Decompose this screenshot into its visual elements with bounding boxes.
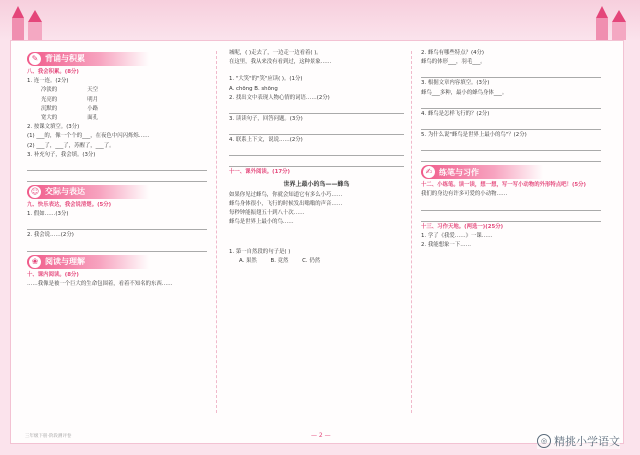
- answer-line[interactable]: [27, 161, 207, 171]
- question-13-1: 1. 学了《我爱……》一课……: [421, 232, 493, 239]
- question-line: 3. 读读句子，回答问题。(3分): [229, 116, 303, 123]
- question-10-heading: 十、课内阅读。(8分): [27, 271, 79, 278]
- answer-line[interactable]: [229, 157, 404, 167]
- section-banner-writing: ✍ 练笔与习作: [421, 165, 543, 179]
- answer-line[interactable]: [421, 212, 601, 222]
- question-8-2b: (2) ___了，___了，苏醒了，___了。: [27, 142, 115, 149]
- match-right-3: 小路: [87, 105, 98, 112]
- question-8-3: 3. 补充句子，我会填。(3分): [27, 151, 96, 158]
- question-11-1: 1. 第一自然段的句子是( ): [229, 248, 291, 255]
- column-divider: [411, 51, 412, 413]
- answer-line[interactable]: [27, 172, 207, 182]
- reading-icon: ❀: [29, 256, 41, 268]
- watermark: ◎ 精挑小学语文: [537, 433, 620, 449]
- page-number: — 2 —: [311, 432, 331, 439]
- match-left-3: 沉默的: [41, 105, 58, 112]
- question-8-heading: 八、我会积累。(8分): [27, 69, 79, 75]
- answer-line[interactable]: [27, 220, 207, 230]
- column-divider: [216, 51, 217, 413]
- article-paragraph: 蜂鸟身体很小，飞行的时候发出嗡嗡的声音……: [229, 201, 343, 208]
- question-line: 蜂鸟___多种，最小的蜂鸟身体___。: [421, 89, 508, 96]
- question-8-2: 2. 按课文填空。(3分): [27, 124, 80, 131]
- question-line: 4. 联系上下文，说说……(2分): [229, 137, 303, 144]
- answer-line[interactable]: [421, 120, 601, 130]
- question-13-2: 2. 我能想象一下……: [421, 242, 471, 249]
- answer-line[interactable]: [421, 68, 601, 78]
- passage-line: 城呢，( )走去了，一边走一边看着( )。: [229, 50, 322, 56]
- question-9-1: 1. 假如……(3分): [27, 211, 69, 218]
- answer-line[interactable]: [421, 141, 601, 151]
- question-line: A. chōng B. shōng: [229, 85, 278, 92]
- article-paragraph: 蜂鸟是世界上最小的鸟……: [229, 219, 294, 226]
- question-8-2a: (1) ___的，像一个个的___，在夜色中闪闪烁烁……: [27, 133, 150, 140]
- passage-line: 在这里，我从来没有看到过，这种景象……: [229, 59, 332, 66]
- question-11-heading: 十一、课外阅读。(17分): [229, 169, 290, 176]
- column-left: [27, 49, 207, 425]
- match-right-2: 明月: [87, 96, 98, 103]
- section-banner-reading: ❀ 阅读与理解: [27, 255, 149, 269]
- option-a[interactable]: A. 果然: [239, 257, 257, 264]
- question-10-text: ……我像是被一个巨大的生命包围着，看着不知名的东西……: [27, 280, 173, 287]
- answer-line[interactable]: [229, 146, 404, 156]
- match-left-1: 冷淡的: [41, 87, 58, 94]
- option-c[interactable]: C. 仍然: [302, 257, 321, 264]
- question-9-2: 2. 我会说……(2分): [27, 232, 74, 239]
- section-banner-recite: ✎ 背诵与积累: [27, 52, 149, 66]
- question-8-1: 1. 连一连。(2分): [27, 78, 69, 85]
- column-right: [421, 49, 601, 425]
- match-right-4: 面孔: [87, 115, 98, 122]
- answer-line[interactable]: [229, 104, 404, 114]
- footer-note: 三年级下册·阶段测评卷: [25, 434, 72, 439]
- column-middle: [229, 49, 404, 425]
- answer-line[interactable]: [229, 125, 404, 135]
- answer-line[interactable]: [421, 99, 601, 109]
- article-title: 世界上最小的鸟——蜂鸟: [283, 180, 350, 188]
- match-left-2: 光亮的: [41, 96, 58, 103]
- section-banner-express: ☺ 交际与表达: [27, 185, 149, 199]
- chat-icon: ☺: [30, 187, 40, 197]
- answer-line[interactable]: [421, 152, 601, 162]
- option-b[interactable]: B. 竟然: [270, 257, 289, 264]
- exam-page: [10, 40, 624, 444]
- question-13-heading: 十三、习作天地。(两选一)(25分): [421, 223, 504, 230]
- question-line: 蜂鸟的体形___，羽毛___。: [421, 59, 486, 66]
- question-line: 2. 找出文中表现人物心情的词语……(2分): [229, 94, 330, 101]
- pencil-icon: ✍: [423, 166, 435, 178]
- question-line: 4. 蜂鸟是怎样飞行的？(2分): [421, 110, 490, 117]
- article-paragraph: 每秒钟能振翅五十到八十次……: [229, 210, 305, 217]
- answer-line[interactable]: [27, 242, 207, 252]
- question-12-text: 我们的身边有许多可爱的小动物……: [421, 191, 508, 198]
- question-line: 1. "大笑"的"笑"应读( )。(1分): [229, 76, 303, 83]
- match-left-4: 宽大的: [41, 115, 58, 122]
- wechat-icon: ◎: [537, 434, 551, 448]
- answer-line[interactable]: [421, 201, 601, 211]
- question-line: 5. 为什么说"蜂鸟是世界上最小的鸟"？(2分): [421, 132, 527, 139]
- castle-left-icon: [4, 4, 64, 40]
- article-paragraph: 如果你见过蜂鸟，你就会知道它有多么小巧……: [229, 191, 343, 198]
- question-9-heading: 九、快乐表达，我会说清楚。(5分): [27, 202, 112, 209]
- castle-right-icon: [576, 4, 636, 40]
- match-right-1: 天空: [87, 87, 98, 94]
- question-line: 2. 蜂鸟有哪些特点？(4分): [421, 50, 485, 56]
- book-icon: ✎: [29, 53, 41, 65]
- question-12-heading: 十二、小练笔。读一读，想一想，写一写小动物的外形特点吧！(5分): [421, 182, 587, 189]
- top-decoration: [0, 0, 640, 40]
- question-line: 3. 根据文章内容填空。(3分): [421, 80, 490, 87]
